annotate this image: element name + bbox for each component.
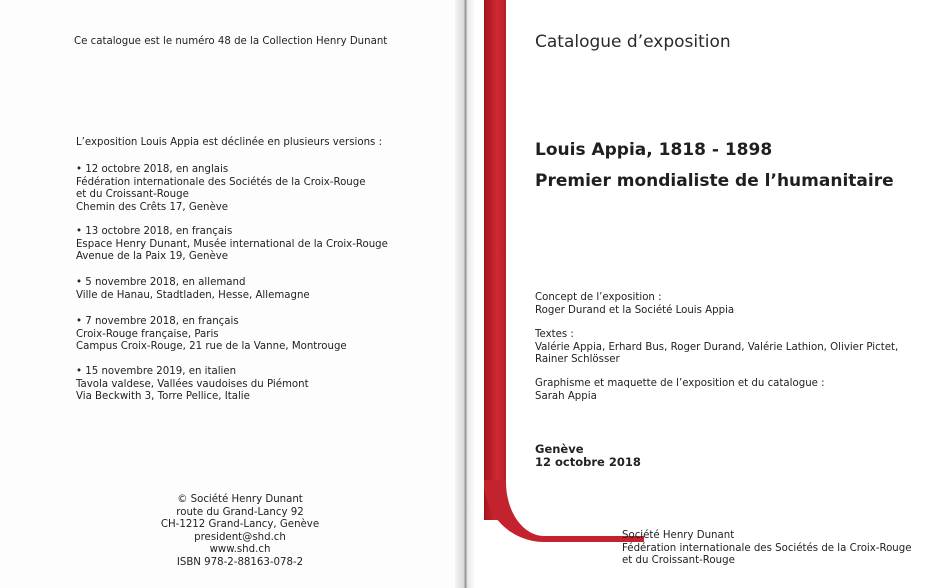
texts-credit <box>535 329 898 367</box>
publishers <box>622 530 912 568</box>
colophon-line: www.shd.ch <box>209 544 271 556</box>
colophon-line: © Société Henry Dunant <box>177 494 303 505</box>
texts-value: Valérie Appia, Erhard Bus, Roger Durand, Valérie Lathion, Olivier Pictet, <box>535 341 899 353</box>
version-line: Espace Henry Dunant, Musée international de la Croix-Rouge <box>76 238 388 250</box>
publisher-line: Société Henry Dunant <box>622 530 735 541</box>
version-item <box>76 366 309 404</box>
version-item <box>76 164 366 214</box>
version-line: • 12 octobre 2018, en anglais <box>76 164 229 175</box>
colophon-line: route du Grand-Lancy 92 <box>176 506 304 518</box>
publisher-line: et du Croissant-Rouge <box>622 555 735 567</box>
version-line: • 5 novembre 2018, en allemand <box>76 277 246 288</box>
version-item <box>76 316 347 354</box>
version-line: • 15 novembre 2019, en italien <box>76 366 237 377</box>
version-line: et du Croissant-Rouge <box>76 189 189 201</box>
version-line: Ville de Hanau, Stadtladen, Hesse, Allemagne <box>76 289 310 301</box>
book-gutter <box>455 0 475 588</box>
version-line: Fédération internationale des Sociétés de la Croix-Rouge <box>76 176 366 188</box>
design-value: Sarah Appia <box>535 390 597 402</box>
title-line-1: Louis Appia, 1818 - 1898 <box>535 140 773 160</box>
collection-note: Ce catalogue est le numéro 48 de la Collection Henry Dunant <box>74 36 388 47</box>
catalogue-heading: Catalogue d’exposition <box>535 32 731 52</box>
version-line: • 7 novembre 2018, en français <box>76 316 239 327</box>
concept-label: Concept de l’exposition : <box>535 292 662 303</box>
red-accent-bar <box>484 0 506 520</box>
design-label: Graphisme et maquette de l’exposition et du catalogue : <box>535 378 825 389</box>
version-line: Avenue de la Paix 19, Genève <box>76 251 229 263</box>
version-line: Croix-Rouge française, Paris <box>76 328 219 340</box>
texts-label: Textes : <box>535 329 574 340</box>
title-line-2: Premier mondialiste de l’humanitaire <box>535 171 894 191</box>
concept-credit <box>535 292 734 317</box>
concept-value: Roger Durand et la Société Louis Appia <box>535 304 735 316</box>
colophon <box>140 494 340 570</box>
version-line: • 13 octobre 2018, en français <box>76 226 233 237</box>
colophon-line: ISBN 978-2-88163-078-2 <box>176 556 304 568</box>
publisher-line: Fédération internationale des Sociétés de la Croix-Rouge <box>622 542 912 554</box>
colophon-line: president@shd.ch <box>194 531 286 543</box>
version-item <box>76 277 310 302</box>
texts-value: Rainer Schlösser <box>535 354 620 366</box>
version-line: Chemin des Crêts 17, Genève <box>76 201 229 213</box>
version-line: Campus Croix-Rouge, 21 rue de la Vanne, Montrouge <box>76 341 347 353</box>
versions-intro: L’exposition Louis Appia est déclinée en plusieurs versions : <box>76 137 383 148</box>
design-credit <box>535 378 825 403</box>
version-line: Tavola valdese, Vallées vaudoises du Piémont <box>76 378 309 390</box>
version-line: Via Beckwith 3, Torre Pellice, Italie <box>76 391 250 403</box>
publication-date: 12 octobre 2018 <box>535 455 641 469</box>
version-item <box>76 226 388 264</box>
colophon-line: CH-1212 Grand-Lancy, Genève <box>160 519 320 531</box>
place: Genève <box>535 442 584 456</box>
